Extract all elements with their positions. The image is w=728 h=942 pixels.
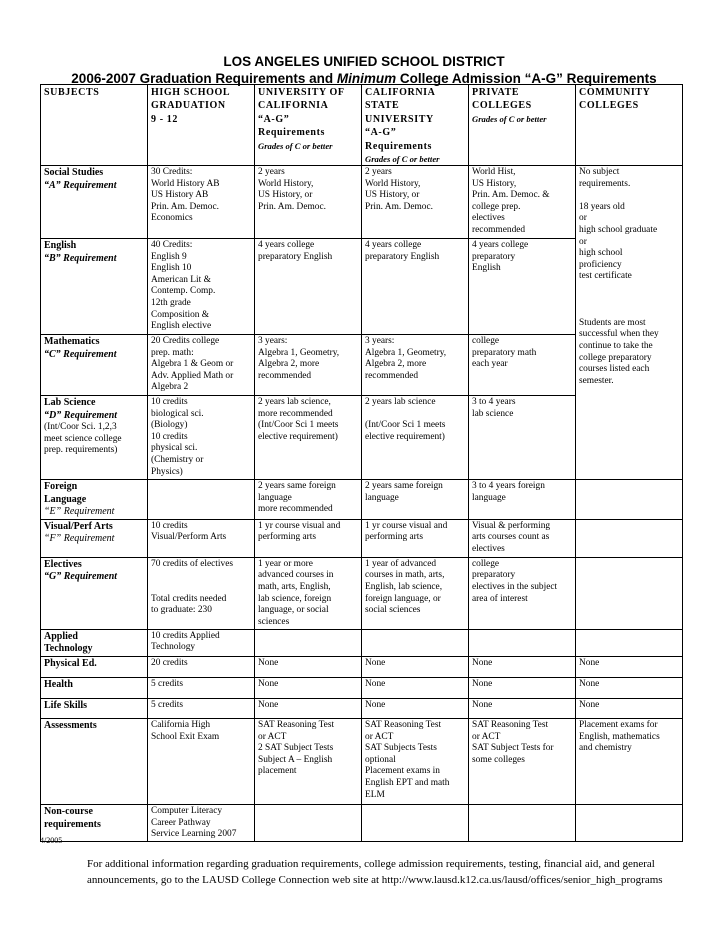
csu-cell: SAT Reasoning Test or ACT SAT Subjects Tests optional Placement exams in English EPT and math ELM (362, 719, 469, 805)
private-cell: None (469, 657, 576, 678)
private-cell: Visual & performing arts courses count as electives (469, 519, 576, 557)
subject-label: Visual/Perf Arts (44, 520, 113, 532)
requirement-label: “C” Requirement (44, 348, 117, 360)
row-applied-technology (41, 629, 683, 656)
community-college-empty-cell (576, 557, 683, 629)
header-csu-label: CALIFORNIA STATE UNIVERSITY “A-G” Requirements (365, 87, 436, 152)
community-college-cell: None (576, 657, 683, 678)
row-health (41, 678, 683, 699)
hs-cell: 10 credits Applied Technology (148, 629, 255, 656)
community-college-cell: None (576, 699, 683, 719)
private-cell: None (469, 699, 576, 719)
subject-cell (41, 629, 148, 656)
csu-grade-note: Grades of C or better (365, 154, 440, 165)
header-uc-label: UNIVERSITY OF CALIFORNIA “A-G” Requirements (258, 87, 345, 139)
subject-label: Physical Ed. (44, 658, 97, 669)
requirement-label: “F” Requirement (44, 533, 115, 545)
uc-cell: 2 years World History, US History, or Prin. Am. Democ. (255, 166, 362, 239)
subject-label: Assessments (44, 720, 97, 731)
subtitle-part-1: 2006-2007 Graduation Requirements and (71, 71, 337, 86)
hs-cell: 20 Credits college prep. math: Algebra 1 & Geom or Adv. Applied Math or Algebra 2 (148, 335, 255, 396)
csu-cell: None (362, 678, 469, 699)
subject-cell (41, 335, 148, 396)
subject-note: (Int/Coor Sci. 1,2,3 meet science college prep. requirements) (44, 422, 122, 456)
uc-cell: 1 yr course visual and performing arts (255, 519, 362, 557)
requirement-label: “A” Requirement (44, 179, 117, 191)
subject-cell (41, 396, 148, 480)
subject-label: Social Studies (44, 167, 104, 179)
header-subjects: SUBJECTS (41, 85, 148, 166)
header-cc-label: COMMUNITY COLLEGES (579, 87, 651, 112)
hs-cell: 10 credits Visual/Perform Arts (148, 519, 255, 557)
subject-label: Applied Technology (44, 630, 93, 655)
hs-cell: 30 Credits: World History AB US History AB Prin. Am. Democ. Economics (148, 166, 255, 239)
requirement-label: “E” Requirement (44, 506, 115, 518)
subject-cell (41, 657, 148, 678)
row-social-studies (41, 166, 683, 239)
subject-label: Foreign Language (44, 481, 87, 505)
hs-cell: 10 credits biological sci. (Biology) 10 credits physical sci. (Chemistry or Physics) (148, 396, 255, 480)
requirement-label: “B” Requirement (44, 252, 117, 264)
subject-label: Lab Science (44, 397, 96, 409)
community-college-empty-cell (576, 519, 683, 557)
private-cell: 3 to 4 years lab science (469, 396, 576, 480)
row-physical-ed (41, 657, 683, 678)
private-cell: 3 to 4 years foreign language (469, 480, 576, 520)
private-cell: World Hist, US History, Prin. Am. Democ. & college prep. electives recommended (469, 166, 576, 239)
csu-cell: 2 years same foreign language (362, 480, 469, 520)
revision-date: 4/2005 (40, 836, 63, 845)
subject-cell (41, 557, 148, 629)
csu-empty-cell (362, 629, 469, 656)
private-empty-cell (469, 805, 576, 842)
subtitle-part-2: College Admission “A-G” Requirements (396, 71, 657, 86)
row-electives (41, 557, 683, 629)
csu-cell: None (362, 699, 469, 719)
header-hs-label: HIGH SCHOOL GRADUATION 9 - 12 (151, 87, 231, 125)
subject-label: Life Skills (44, 700, 88, 711)
row-life-skills (41, 699, 683, 719)
footer-note: For additional information regarding graduation requirements, college admission requirements, testing, financial aid, and general announcements, go to the LAUSD College Connection web site at http://www.lausd.k12.ca.us/lausd/offices/senior_high_programs (87, 858, 663, 886)
csu-cell: None (362, 657, 469, 678)
subject-label: Non-course requirements (44, 806, 101, 830)
subject-cell (41, 678, 148, 699)
uc-cell: 1 year or more advanced courses in math, arts, English, lab science, foreign language, or social sciences (255, 557, 362, 629)
row-assessments (41, 719, 683, 805)
hs-cell: Computer Literacy Career Pathway Service Learning 2007 (148, 805, 255, 842)
private-cell: college preparatory electives in the subject area of interest (469, 557, 576, 629)
uc-cell: None (255, 657, 362, 678)
community-college-empty-cell (576, 629, 683, 656)
requirement-label: “D” Requirement (44, 409, 118, 421)
subject-cell (41, 699, 148, 719)
community-college-empty-cell (576, 805, 683, 842)
header-private (469, 85, 576, 166)
header-community (576, 85, 683, 166)
private-cell: None (469, 678, 576, 699)
subject-label: Health (44, 679, 73, 690)
hs-cell: 5 credits (148, 699, 255, 719)
document-title: LOS ANGELES UNIFIED SCHOOL DISTRICT (223, 54, 505, 69)
subject-cell (41, 519, 148, 557)
private-empty-cell (469, 629, 576, 656)
subtitle-emphasis: Minimum (336, 71, 397, 86)
csu-cell: 2 years lab science (Int/Coor Sci 1 meets elective requirement) (362, 396, 469, 480)
uc-cell: 2 years lab science, more recommended (Int/Coor Sci 1 meets elective requirement) (255, 396, 362, 480)
uc-cell: 2 years same foreign language more recommended (255, 480, 362, 520)
uc-cell: 3 years: Algebra 1, Geometry, Algebra 2, more recommended (255, 335, 362, 396)
row-visual-arts (41, 519, 683, 557)
csu-empty-cell (362, 805, 469, 842)
requirements-table (40, 84, 683, 842)
uc-cell: None (255, 699, 362, 719)
hs-cell: 70 credits of electives Total credits needed to graduate: 230 (148, 557, 255, 629)
uc-cell: SAT Reasoning Test or ACT 2 SAT Subject Tests Subject A – English placement (255, 719, 362, 805)
community-college-empty-cell (576, 480, 683, 520)
community-college-cell: None (576, 678, 683, 699)
subject-cell (41, 480, 148, 520)
row-non-course (41, 805, 683, 842)
subject-label: English (44, 240, 77, 252)
hs-cell: California High School Exit Exam (148, 719, 255, 805)
uc-cell: None (255, 678, 362, 699)
uc-cell: 4 years college preparatory English (255, 239, 362, 335)
hs-cell: 5 credits (148, 678, 255, 699)
private-cell: 4 years college preparatory English (469, 239, 576, 335)
subject-label: Mathematics (44, 336, 100, 348)
header-high-school (148, 85, 255, 166)
hs-cell: 20 credits (148, 657, 255, 678)
subject-cell (41, 239, 148, 335)
uc-grade-note: Grades of C or better (258, 140, 333, 151)
requirement-label: “G” Requirement (44, 571, 118, 583)
uc-empty-cell (255, 805, 362, 842)
header-row (41, 85, 683, 166)
csu-cell: 3 years: Algebra 1, Geometry, Algebra 2, more recommended (362, 335, 469, 396)
subject-cell (41, 719, 148, 805)
community-college-cell: No subject requirements. 18 years old or high school graduate or high school proficiency test certificate Students are most successful when they continue to take the college preparatory courses listed each semester. (576, 166, 683, 480)
csu-cell: 2 years World History, US History, or Prin. Am. Democ. (362, 166, 469, 239)
csu-cell: 1 year of advanced courses in math, arts, English, lab science, foreign language, or social sciences (362, 557, 469, 629)
hs-cell (148, 480, 255, 520)
header-uc (255, 85, 362, 166)
hs-cell: 40 Credits: English 9 English 10 American Lit & Contemp. Comp. 12th grade Composition & English elective (148, 239, 255, 335)
subject-cell (41, 166, 148, 239)
row-foreign-language (41, 480, 683, 520)
community-college-cell: Placement exams for English, mathematics and chemistry (576, 719, 683, 805)
private-grade-note: Grades of C or better (472, 113, 547, 124)
uc-empty-cell (255, 629, 362, 656)
header-private-label: PRIVATE COLLEGES (472, 87, 532, 112)
header-csu (362, 85, 469, 166)
csu-cell: 1 yr course visual and performing arts (362, 519, 469, 557)
private-cell: college preparatory math each year (469, 335, 576, 396)
private-cell: SAT Reasoning Test or ACT SAT Subject Tests for some colleges (469, 719, 576, 805)
subject-label: Electives (44, 558, 82, 570)
csu-cell: 4 years college preparatory English (362, 239, 469, 335)
